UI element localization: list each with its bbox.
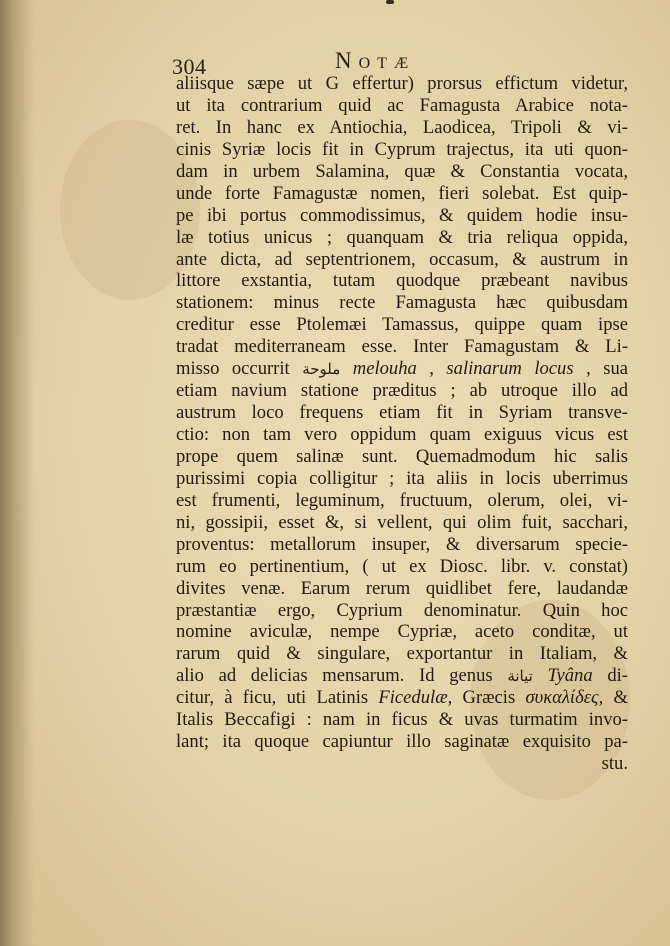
text-line: unde forte Famagustæ nomen, fieri solebat. Est quip- [176,182,628,204]
running-head: Notæ [335,48,416,73]
body-text [176,73,628,775]
text-line: pe ibi portus commodissimus, & quidem hodie insu- [176,204,628,226]
page-number: 304 [172,54,207,79]
text-line: stationem: minus recte Famagusta hæc quibusdam [176,292,628,314]
text-line: lant; ita quoque capiuntur illo saginatæ exquisito pa- [176,731,628,753]
text-line: ret. In hanc ex Antiochia, Laodicea, Tripoli & vi- [176,116,628,138]
text-line: divites venæ. Earum rerum quidlibet fere, laudandæ [176,577,628,599]
text-line: rarum quid & singulare, exportantur in Italiam, & [176,643,628,665]
text-line: dam in urbem Salamina, quæ & Constantia vocata, [176,160,628,182]
text-line: nomine aviculæ, nempe Cypriæ, aceto conditæ, ut [176,621,628,643]
text-line: misso occurrit ملوحة melouha , salinarum locus , sua [176,358,629,380]
greek-word: συκαλίδες [525,687,599,709]
arabic-word: ملوحة [302,362,341,379]
text-line: cinis Syriæ locis fit in Cyprum trajectus, ita uti quon- [176,138,628,160]
text-line: littore exstantia, tutam quodque præbeant navibus [176,270,628,292]
text-line: prope quem salinæ sunt. Quemadmodum hic salis [176,445,628,467]
text-line: stu. [601,753,628,775]
text-line: aliisque sæpe ut G effertur) prorsus effictum videtur, [176,73,628,94]
text-line: creditur esse Ptolemæi Tamassus, quippe quam ipse [176,314,628,336]
text-line: læ totius unicus ; quanquam & tria reliqua oppida, [176,226,628,248]
text-line: purissimi copia colligitur ; ita aliis in locis uberrimus [176,467,628,489]
text-line: austrum loco frequens etiam fit in Syriam transve- [176,402,628,424]
italic-gloss: melouha , salinarum locus [340,358,574,380]
text-line: Italis Beccafigi : nam in ficus & uvas turmatim invo- [176,709,628,731]
arabic-word: تيانة [507,669,533,686]
text-line: ni, gossipii, esset &, si vellent, qui olim fuit, sacchari, [176,511,628,533]
text-line: est frumenti, leguminum, fructuum, olerum, olei, vi- [176,489,628,511]
text-line: præstantiæ ergo, Cyprium denominatur. Quin hoc [176,599,628,621]
text-line: tradat mediterraneam esse. Inter Famagustam & Li- [176,336,628,358]
text-line: ante dicta, ad septentrionem, occasum, & austrum in [176,248,628,270]
text-line: etiam navium statione præditus ; ab utroque illo ad [176,380,628,402]
italic-gloss: Tyâna [532,665,593,687]
top-edge-mark [386,0,394,4]
page-header [172,44,628,79]
text-line: alio ad delicias mensarum. Id genus تيانة Tyâna di- [176,665,628,687]
text-line: proventus: metallorum insuper, & diversarum specie- [176,533,628,555]
text-line: ut ita contrarium quid ac Famagusta Arabice nota- [176,94,628,116]
text-line: rum eo pertinentium, ( ut ex Diosc. libr. v. constat) [176,555,628,577]
page-gutter-shadow [0,0,34,946]
italic-term: Ficedulæ [378,687,448,709]
text-line: citur, à ficu, uti Latinis Ficedulæ, Græcis συκαλίδες, & [176,687,628,709]
text-line: ctio: non tam vero oppidum quam exiguus vicus est [176,424,628,445]
